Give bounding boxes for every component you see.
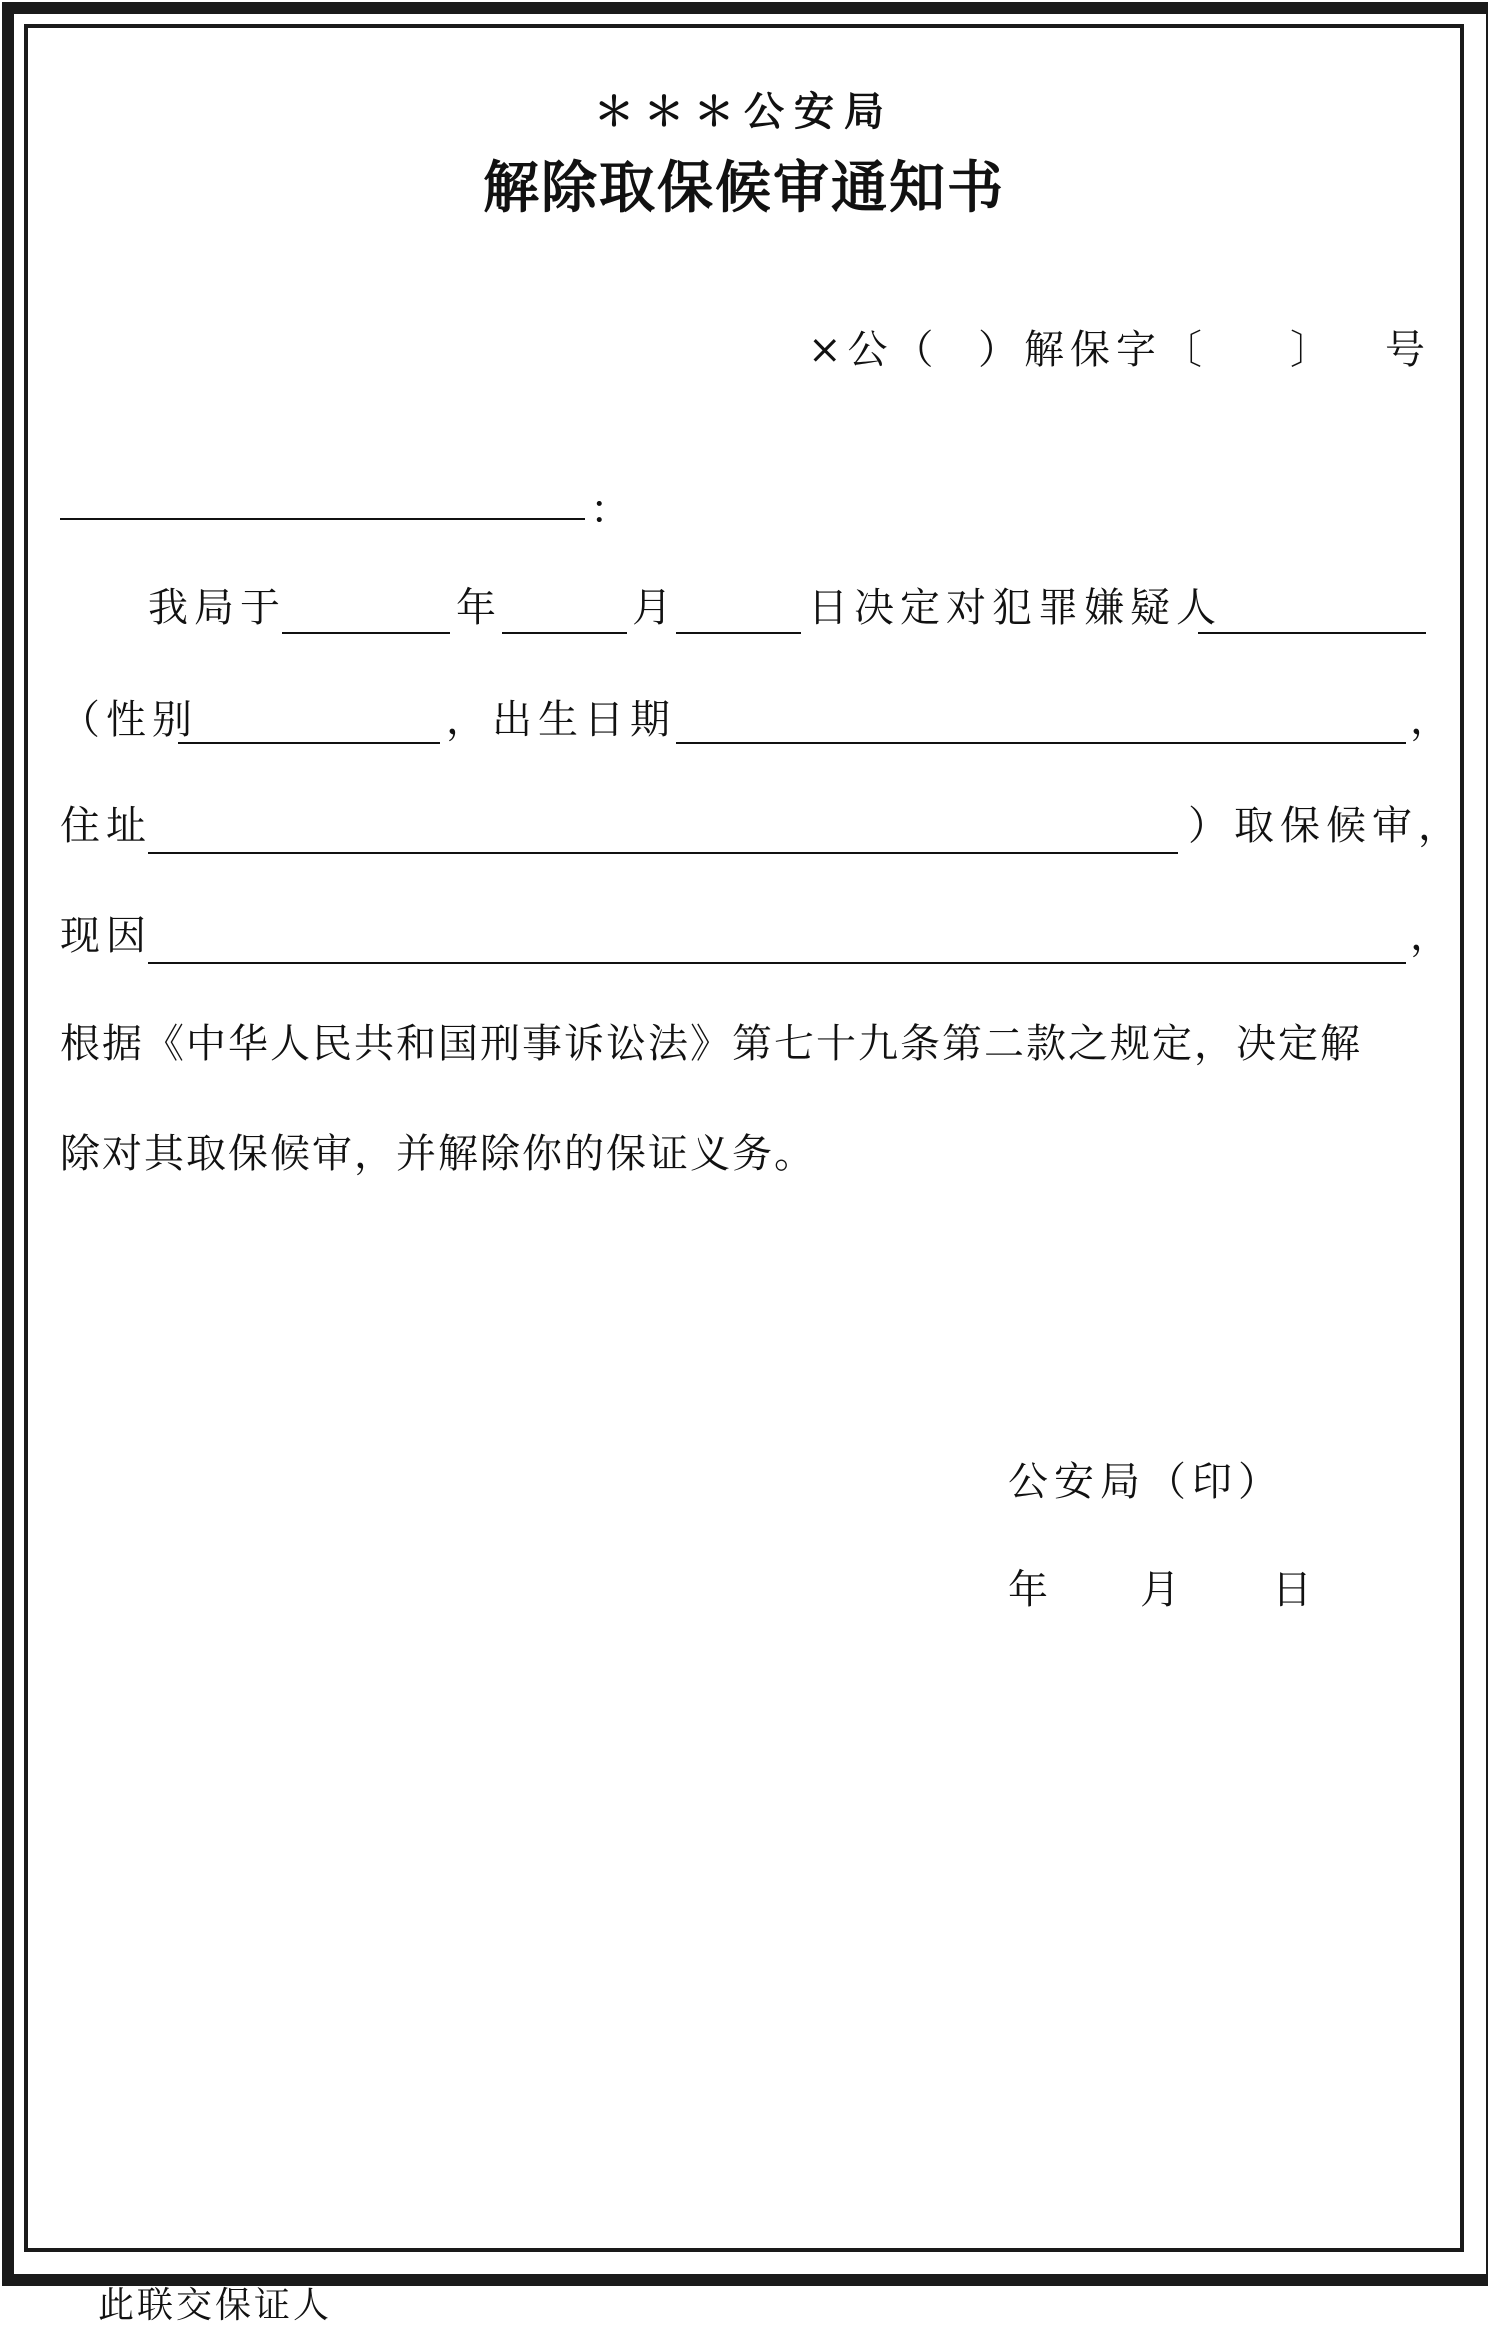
doc-number-prefix: ×公（ (808, 327, 940, 373)
seal-line: 公安局（印） (1008, 1459, 1284, 1505)
doc-number-close: 〕 (1290, 327, 1336, 373)
year-blank[interactable] (282, 632, 450, 634)
body-line2-mid: ，出生日期 (446, 697, 676, 743)
body-line1-year: 年 (456, 585, 502, 631)
body-line1-month: 月 (632, 585, 678, 631)
address-blank[interactable] (148, 852, 1178, 854)
body-line3-tail: ）取保候审， (1188, 803, 1464, 849)
recipient-colon: ： (590, 487, 636, 533)
document-title: 解除取保候审通知书 (483, 155, 1005, 221)
month-blank[interactable] (502, 632, 627, 634)
gender-blank[interactable] (178, 742, 440, 744)
body-line1-lead: 我局于 (148, 585, 286, 631)
recipient-blank[interactable] (60, 518, 585, 520)
doc-number-suffix: 号 (1385, 327, 1431, 373)
body-line1-tail: 日决定对犯罪嫌疑人 (808, 585, 1222, 631)
reason-blank[interactable] (148, 962, 1406, 964)
body-line5: 根据《中华人民共和国刑事诉讼法》第七十九条第二款之规定，决定解 (60, 1021, 1362, 1067)
sign-year: 年 (1008, 1567, 1054, 1613)
sign-day: 日 (1272, 1567, 1318, 1613)
body-line4-end: ， (1410, 913, 1456, 959)
birthdate-blank[interactable] (676, 742, 1406, 744)
body-line2-open: （性别 (60, 697, 198, 743)
copy-note: 此联交保证人 (98, 2285, 333, 2326)
bureau-name: ＊＊＊公安局 (594, 88, 894, 135)
day-blank[interactable] (676, 632, 801, 634)
body-line2-end: ， (1410, 697, 1456, 743)
body-line4-lead: 现因 (60, 913, 152, 959)
doc-number-mid: ）解保字〔 (978, 327, 1208, 373)
sign-month: 月 (1140, 1567, 1186, 1613)
body-line6: 除对其取保候审，并解除你的保证义务。 (60, 1131, 816, 1177)
suspect-name-blank[interactable] (1198, 632, 1426, 634)
body-line3-lead: 住址 (60, 803, 152, 849)
